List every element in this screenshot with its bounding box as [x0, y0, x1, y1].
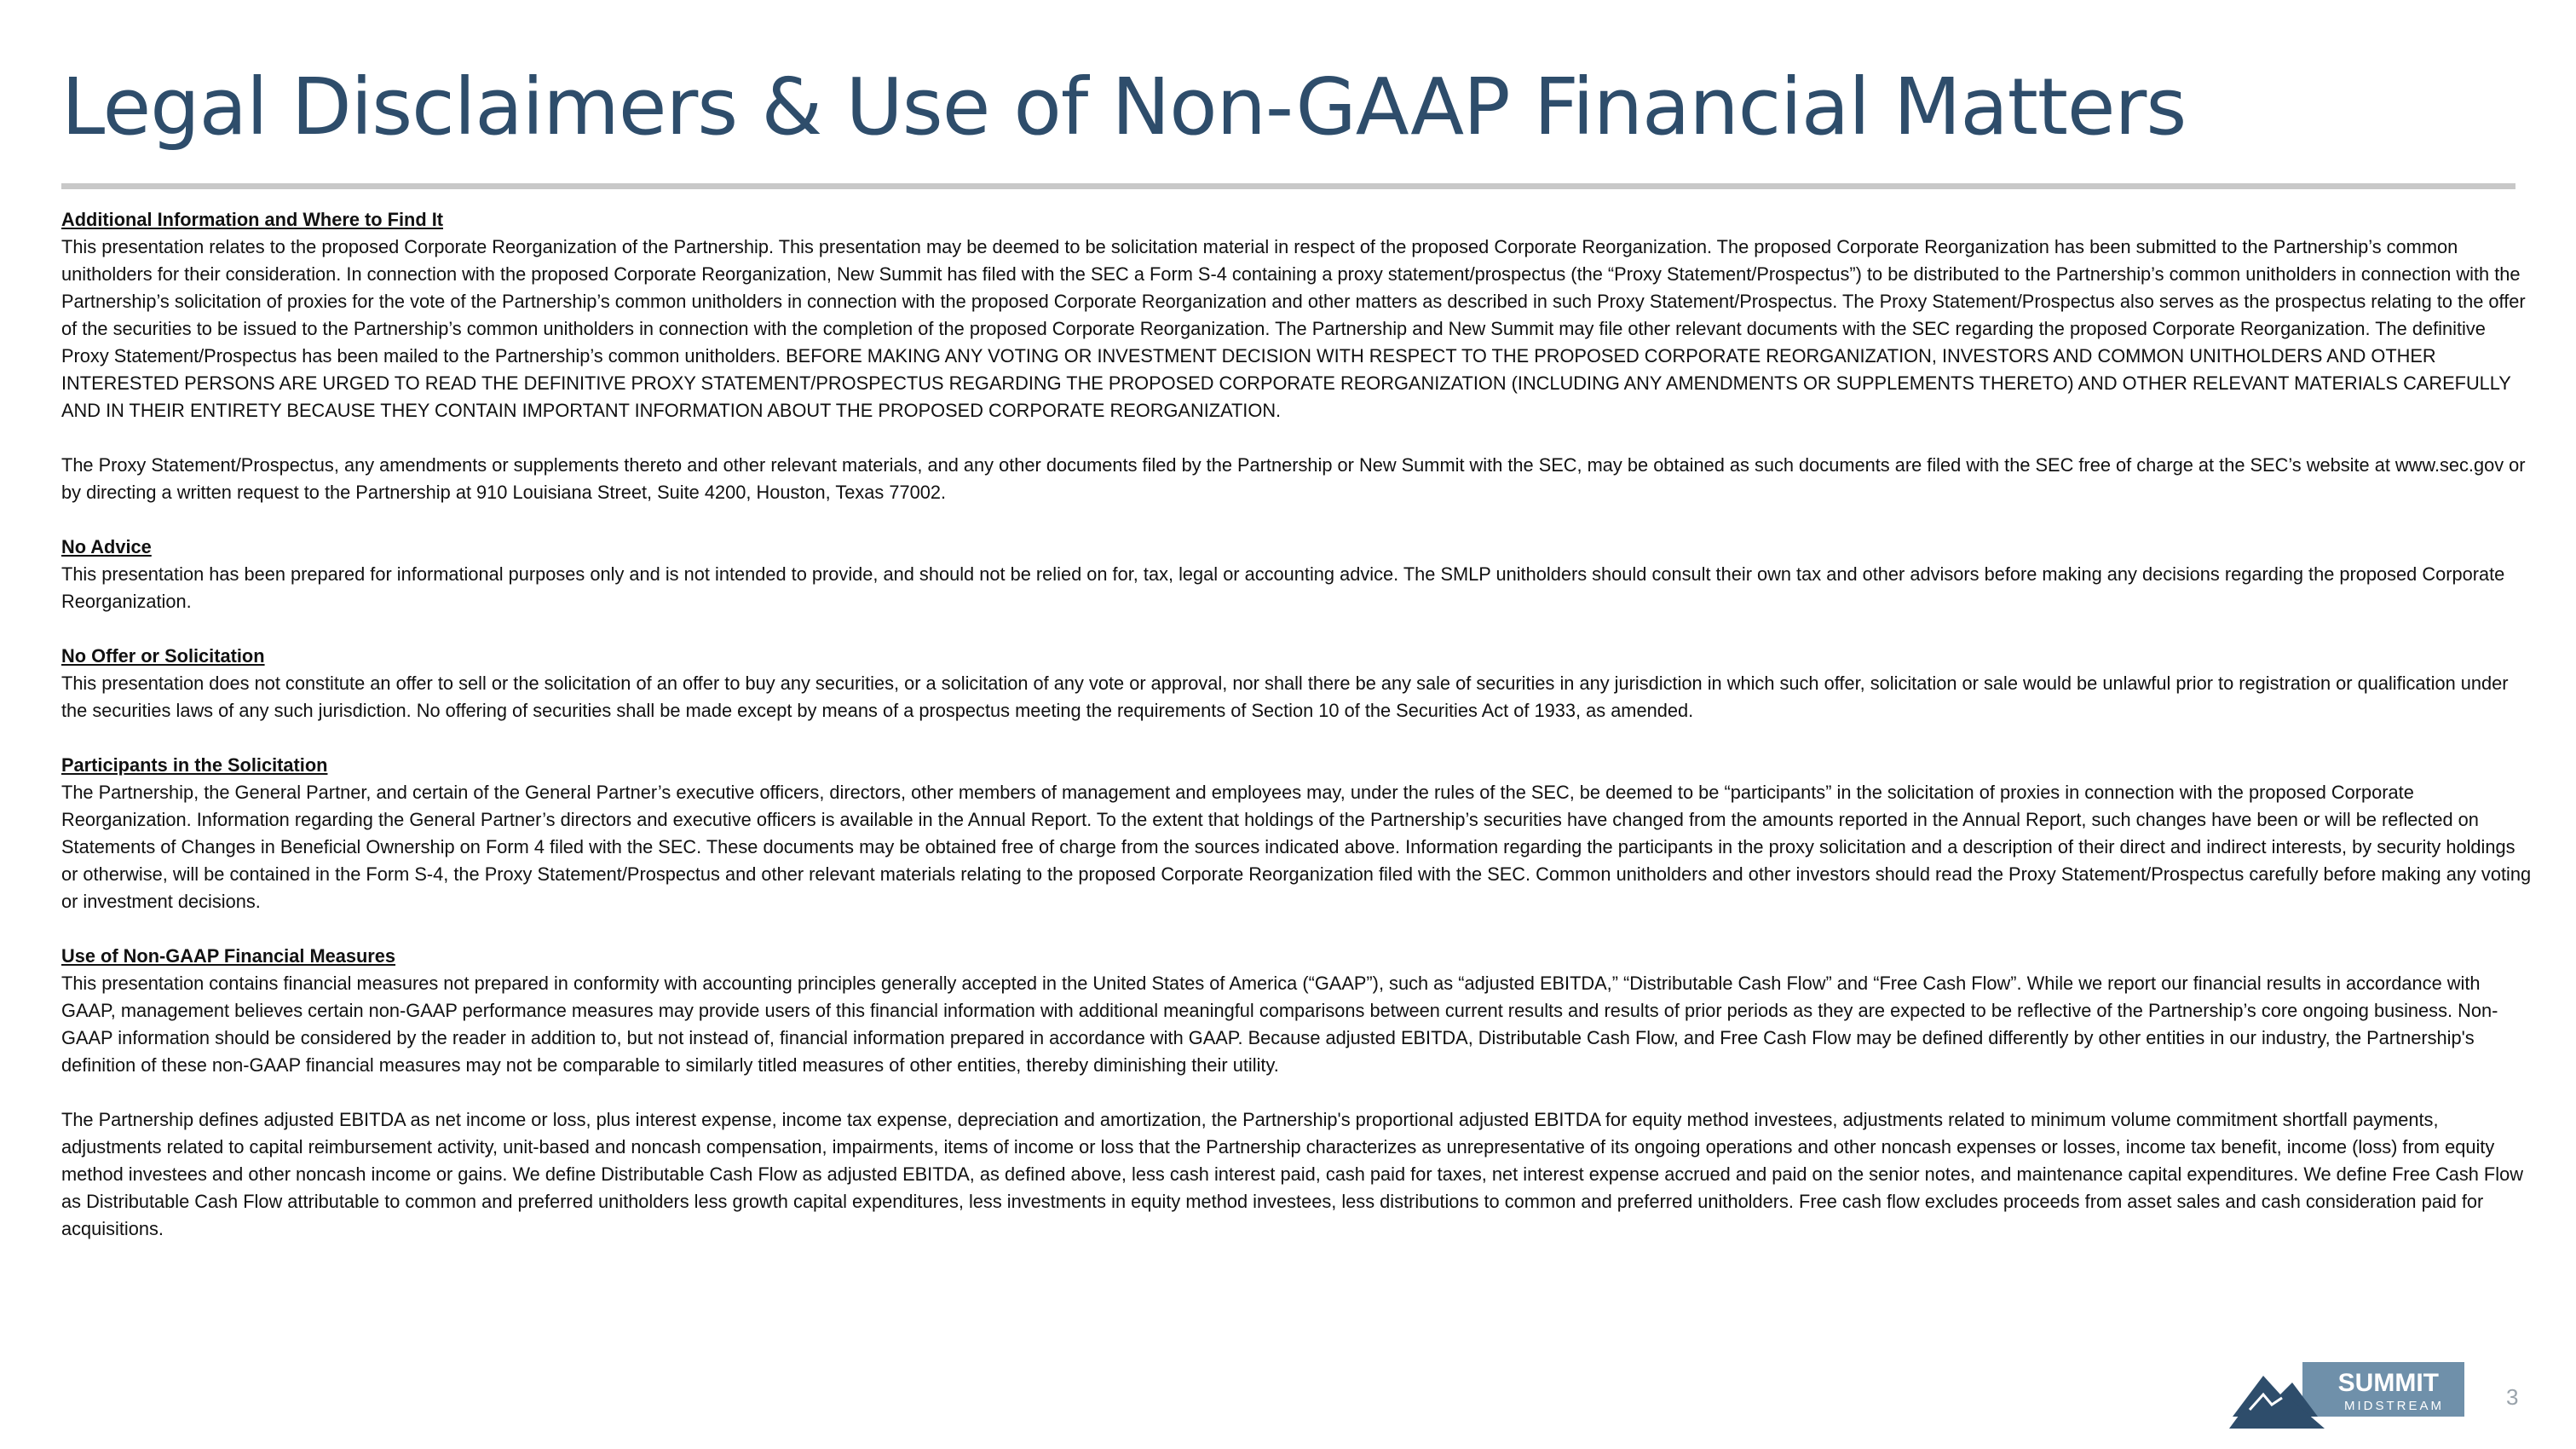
section-heading: Use of Non-GAAP Financial Measures	[61, 945, 396, 967]
page-number: 3	[2506, 1384, 2519, 1410]
section-heading: No Advice	[61, 536, 152, 557]
section-paragraph: The Partnership defines adjusted EBITDA as net income or loss, plus interest expense, income tax expense, depreciation and amortization, the Partnership's proportional adjusted EBITDA for equity method investees, adjustments related to minimum volume commitment shortfall payments, adjustments related to capital reimbursement activity, unit-based and noncash compensation, impairments, items of income or loss that the Partnership characterizes as unrepresentative of its ongoing operations and other noncash expenses or losses, income tax benefit, income (loss) from equity method investees and other noncash income or gains. We define Distributable Cash Flow as adjusted EBITDA, as defined above, less cash interest paid, cash paid for taxes, net interest expense accrued and paid on the senior notes, and maintenance capital expenditures. We define Free Cash Flow as Distributable Cash Flow attributable to common and preferred unitholders less growth capital expenditures, less investments in equity method investees, less distributions to common and preferred unitholders. Free cash flow excludes proceeds from asset sales and cash consideration paid for acquisitions.	[61, 1109, 2523, 1239]
paragraph-spacer	[61, 724, 2533, 752]
paragraph-spacer	[61, 615, 2533, 643]
paragraph-spacer	[61, 1079, 2533, 1106]
section-paragraph: This presentation does not constitute an offer to sell or the solicitation of an offer to buy any securities, or a solicitation of any vote or approval, nor shall there be any sale of securities in any jurisdiction in which such offer, solicitation or sale would be unlawful prior to registration or qualification under the securities laws of any such jurisdiction. No offering of securities shall be made except by means of a prospectus meeting the requirements of Section 10 of the Securities Act of 1933, as amended.	[61, 673, 2509, 721]
logo-wordmark: SUMMIT	[2337, 1369, 2439, 1397]
logo-subtitle: MIDSTREAM	[2344, 1399, 2444, 1413]
section-paragraph: This presentation has been prepared for informational purposes only and is not intended to provide, and should not be relied on for, tax, legal or accounting advice. The SMLP unitholders should consult their own tax and other advisors before making any decisions regarding the proposed Corporate Reorganization.	[61, 563, 2505, 612]
paragraph-spacer	[61, 915, 2533, 943]
title-divider	[61, 183, 2515, 189]
section-heading: Additional Information and Where to Find It	[61, 209, 444, 230]
section-paragraph: The Partnership, the General Partner, and certain of the General Partner’s executive officers, directors, other members of management and employees may, under the rules of the SEC, be deemed to be “participants” in the solicitation of proxies in connection with the proposed Corporate Reorganization. Information regarding the General Partner’s directors and executive officers is available in the Annual Report. To the extent that holdings of the Partnership’s securities have changed from the amounts reported in the Annual Report, such changes have been or will be reflected on Statements of Changes in Beneficial Ownership on Form 4 filed with the SEC. These documents may be obtained free of charge from the sources indicated above. Information regarding the participants in the proxy solicitation and a description of their direct and indirect interests, by security holdings or otherwise, will be contained in the Form S-4, the Proxy Statement/Prospectus and other relevant materials relating to the proposed Corporate Reorganization filed with the SEC. Common unitholders and other investors should read the Proxy Statement/Prospectus carefully before making any voting or investment decisions.	[61, 782, 2532, 912]
section-heading: Participants in the Solicitation	[61, 754, 328, 776]
section-paragraph: This presentation contains financial measures not prepared in conformity with accounting principles generally accepted in the United States of America (“GAAP”), such as “adjusted EBITDA,” “Distributable Cash Flow” and “Free Cash Flow”. While we report our financial results in accordance with GAAP, management believes certain non-GAAP performance measures may provide users of this financial information with additional meaningful comparisons between current results and results of prior periods as they are expected to be reflective of the Partnership’s core ongoing business. Non-GAAP information should be considered by the reader in addition to, but not instead of, financial information prepared in accordance with GAAP. Because adjusted EBITDA, Distributable Cash Flow, and Free Cash Flow may be defined differently by other entities in our industry, the Partnership's definition of these non-GAAP financial measures may not be comparable to similarly titled measures of other entities, thereby diminishing their utility.	[61, 973, 2498, 1076]
summit-midstream-logo	[2229, 1357, 2464, 1429]
section-paragraph: The Proxy Statement/Prospectus, any amendments or supplements thereto and other relevant materials, and any other documents filed by the Partnership or New Summit with the SEC, may be obtained as such documents are filed with the SEC free of charge at the SEC’s website at www.sec.gov or by directing a written request to the Partnership at 910 Louisiana Street, Suite 4200, Houston, Texas 77002.	[61, 454, 2526, 503]
disclaimer-body	[61, 206, 2533, 1243]
slide-title: Legal Disclaimers & Use of Non-GAAP Financial Matters	[61, 61, 2187, 153]
paragraph-spacer	[61, 506, 2533, 534]
paragraph-spacer	[61, 424, 2533, 452]
section-heading: No Offer or Solicitation	[61, 645, 265, 667]
section-paragraph: This presentation relates to the proposed Corporate Reorganization of the Partnership. This presentation may be deemed to be solicitation material in respect of the proposed Corporate Reorganization. The proposed Corporate Reorganization has been submitted to the Partnership’s common unitholders for their consideration. In connection with the proposed Corporate Reorganization, New Summit has filed with the SEC a Form S-4 containing a proxy statement/prospectus (the “Proxy Statement/Prospectus”) to be distributed to the Partnership’s common unitholders in connection with the Partnership’s solicitation of proxies for the vote of the Partnership’s common unitholders in connection with the proposed Corporate Reorganization and other matters as described in such Proxy Statement/Prospectus. The Proxy Statement/Prospectus also serves as the prospectus relating to the offer of the securities to be issued to the Partnership’s common unitholders in connection with the completion of the proposed Corporate Reorganization. The Partnership and New Summit may file other relevant documents with the SEC regarding the proposed Corporate Reorganization. The definitive Proxy Statement/Prospectus has been mailed to the Partnership’s common unitholders. BEFORE MAKING ANY VOTING OR INVESTMENT DECISION WITH RESPECT TO THE PROPOSED CORPORATE REORGANIZATION, INVESTORS AND COMMON UNITHOLDERS AND OTHER INTERESTED PERSONS ARE URGED TO READ THE DEFINITIVE PROXY STATEMENT/PROSPECTUS REGARDING THE PROPOSED CORPORATE REORGANIZATION (INCLUDING ANY AMENDMENTS OR SUPPLEMENTS THERETO) AND OTHER RELEVANT MATERIALS CAREFULLY AND IN THEIR ENTIRETY BECAUSE THEY CONTAIN IMPORTANT INFORMATION ABOUT THE PROPOSED CORPORATE REORGANIZATION.	[61, 236, 2526, 421]
